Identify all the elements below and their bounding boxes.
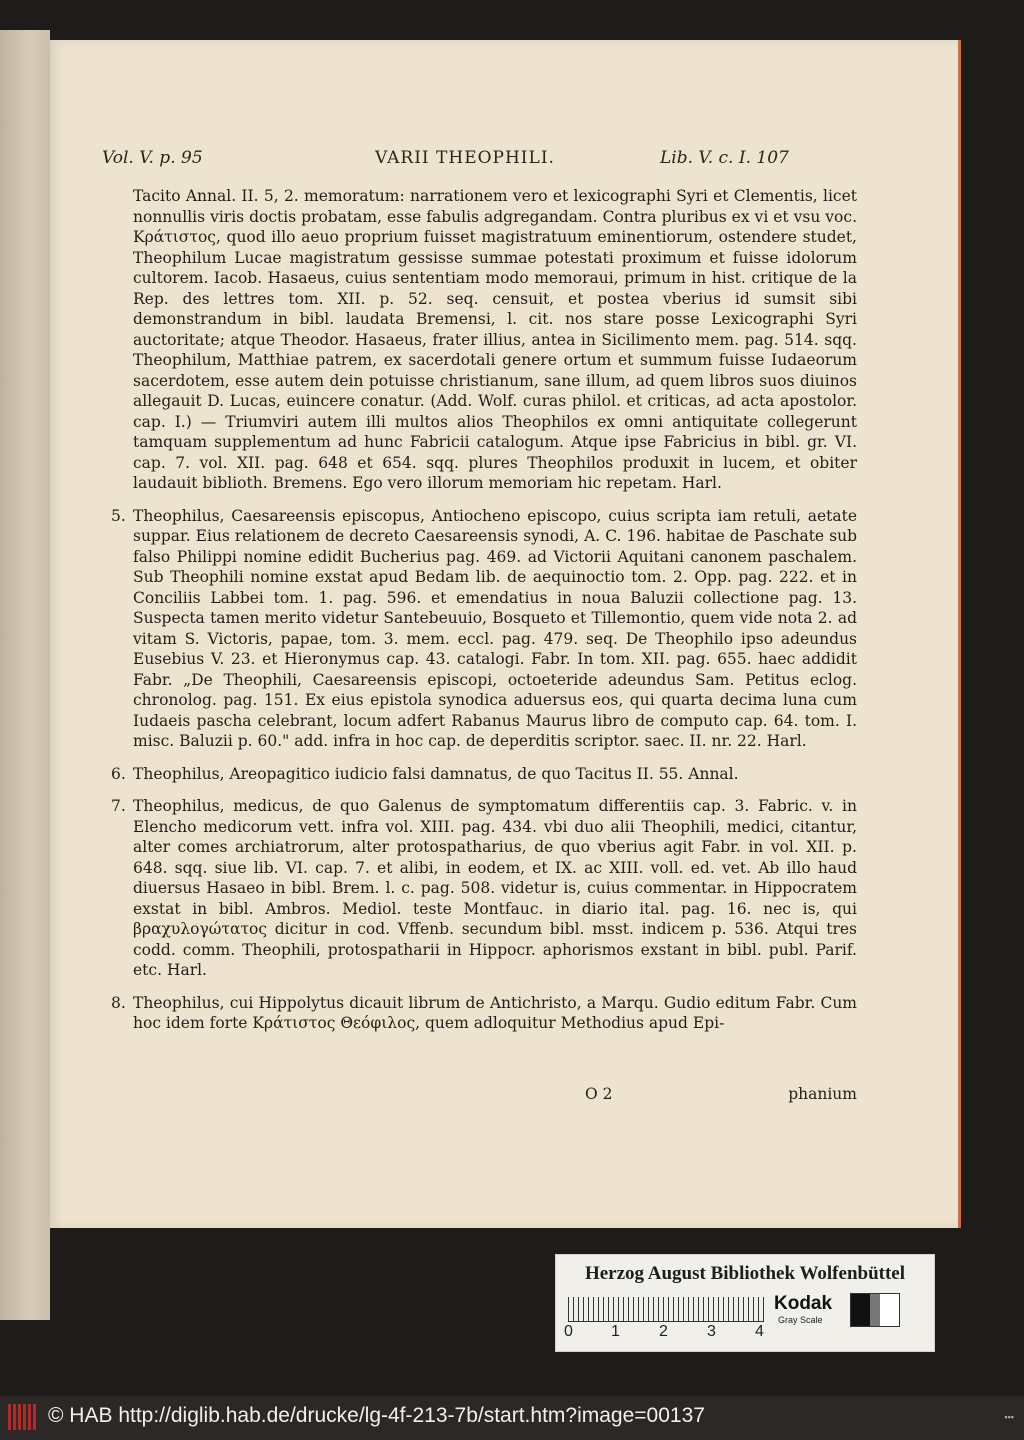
scale-number: 2 xyxy=(659,1323,668,1340)
page-body xyxy=(105,186,857,1046)
paragraph xyxy=(105,186,857,494)
paragraph-text: Theophilus, Areopagitico iudicio falsi damnatus, de quo Tacitus II. 55. Annal. xyxy=(133,764,739,783)
grayscale-label: Gray Scale xyxy=(778,1315,823,1325)
paragraph-text: Tacito Annal. II. 5, 2. memoratum: narrationem vero et lexicographi Syri et Clementis, licet nonnullis viris doctis probatam, esse fabulis adgregandam. Contra pluribus ex vi et vsu voc. Κράτιστος, quod illo aeuo proprium fuisset magistratuum eminentiorum, ostendere studet, Theophilum Lucae magistratum gessisse summae potestati proximum et fuisse idolorum cultorem. Iacob. Hasaeus, cuius sententiam modo memoraui, primum in hist. critique de la Rep. des lettres tom. XII. p. 52. seq. censuit, et postea vberius id sumsit sibi demonstrandum in bibl. laudata Bremensi, l. cit. nos stare posse Lexicographi Syri auctoritate; atque Theodor. Hasaeus, frater illius, antea in Sicilimento mem. pag. 514. sqq. Theophilum, Matthiae patrem, ex sacerdotali genere ortum et summum fuisse Iudaeorum sacerdotem, esse autem dein potuisse christianum, sane illum, ad quem libros suos diuinos allegauit D. Lucas, euincere conatur. (Add. Wolf. curas philol. et criticas, ad acta apostolor. cap. I.) — Triumviri autem illi multos alios Theophilos ex omni antiquitate collegerunt tamquam supplementum ad hunc Fabricii catalogum. Atque ipse Fabricius in bibl. gr. VI. cap. 7. vol. XII. pag. 648 et 654. sqq. plures Theophilos produxit in lucem, et obiter laudauit biblioth. Bremens. Ego vero illorum memoriam hic repetam. Harl. xyxy=(133,187,857,492)
paragraph-number: 8. xyxy=(111,993,126,1012)
left-page-edge xyxy=(0,30,50,1320)
hab-logo-icon xyxy=(8,1404,36,1430)
paragraph-number: 5. xyxy=(111,506,126,525)
paragraph xyxy=(105,506,857,752)
scale-number: 0 xyxy=(564,1323,573,1340)
paragraph-text: Theophilus, medicus, de quo Galenus de symptomatum differentiis cap. 3. Fabric. v. in Elencho medicorum vett. infra vol. XIII. pag. 434. vbi duo alii Theophili, medici, citantur, alter comes archiatrorum, alter protospatharius, de quo vberius agit Fabr. in vol. XII. p. 648. sqq. siue lib. VI. cap. 7. et alibi, in eodem, et IX. ac XIII. voll. ed. vet. Ab illo haud diuersus Hasaeo in bibl. Brem. l. c. pag. 508. videtur is, cuius commentar. in Hippocratem exstat in bibl. Ambros. Mediol. teste Montfauc. in diario ital. pag. 16. nec is, qui βραχυλογώτατος dicitur in cod. Vffenb. secundum bibl. msst. indicem p. 536. Atqui tres codd. comm. Theophili, protospatharii in Hippocr. aphorismos exstant in bibl. publ. Parif. etc. Harl. xyxy=(133,797,857,979)
catchword: phanium xyxy=(788,1085,857,1103)
gray-scale-patches xyxy=(850,1293,900,1327)
menu-dots-icon[interactable]: ▪▪▪ xyxy=(1004,1412,1014,1422)
paragraph xyxy=(105,993,857,1034)
viewer-footer xyxy=(0,1396,1024,1440)
copyright-url[interactable]: © HAB http://diglib.hab.de/drucke/lg-4f-213-7b/start.htm?image=00137 xyxy=(48,1404,705,1427)
kodak-logo: Kodak xyxy=(774,1293,833,1314)
running-head-left: Vol. V. p. 95 xyxy=(102,148,203,168)
paragraph-number: 6. xyxy=(111,764,126,783)
scale-number: 1 xyxy=(611,1323,620,1340)
scale-number: 4 xyxy=(755,1323,764,1340)
paragraph-text: Theophilus, Caesareensis episcopus, Antiocheno episcopo, cuius scripta iam retuli, aetate suppar. Eius relationem de decreto Caesareensis synodi, A. C. 196. habitae de Paschate sub falso Philippi nomine edidit Bucherius pag. 469. ad Victorii Aquitani canonem paschalem. Sub Theophili nomine exstat apud Bedam lib. de aequinoctio tom. 2. Opp. pag. 222. et in Conciliis Labbei tom. 1. pag. 596. et emendatius in noua Baluzii collectione pag. 13. Suspecta tamen merito videtur Santebeuuio, Bosqueto et Tillemontio, quem vide nota 2. ad vitam S. Victoris, papae, tom. 3. mem. eccl. pag. 479. seq. De Theophilo ipso adeundus Eusebius V. 23. et Hieronymus cap. 43. catalogi. Fabr. In tom. XII. pag. 655. haec addidit Fabr. „De Theophili, Caesareensis episcopi, octoeteride adeundus Sam. Petitus eclog. chronolog. pag. 151. Ex eius epistola synodica aduersus eos, qui quarta decima luna cum Iudaeis pascha celebrant, locum adfert Rabanus Maurus libro de computo cap. 64. tom. I. misc. Baluzii p. 60." add. infra in hoc cap. de deperditis scriptor. saec. II. nr. 22. Harl. xyxy=(133,506,857,750)
ruler-scale xyxy=(568,1297,764,1322)
library-color-bar xyxy=(555,1254,935,1352)
running-head-right: Lib. V. c. I. 107 xyxy=(660,148,789,168)
library-name: Herzog August Bibliothek Wolfenbüttel xyxy=(584,1263,906,1284)
book-page xyxy=(50,40,961,1228)
running-head-title: VARII THEOPHILI. xyxy=(375,148,555,168)
scale-number: 3 xyxy=(707,1323,716,1340)
signature-mark: O 2 xyxy=(585,1085,613,1103)
paragraph-text: Theophilus, cui Hippolytus dicauit librum de Antichristo, a Marqu. Gudio editum Fabr. Cum hoc idem forte Κράτιστος Θεόφιλος, quem adloquitur Methodius apud Epi- xyxy=(133,993,857,1032)
paragraph-number: 7. xyxy=(111,797,126,815)
paragraph xyxy=(105,796,857,981)
paragraph xyxy=(105,764,857,785)
